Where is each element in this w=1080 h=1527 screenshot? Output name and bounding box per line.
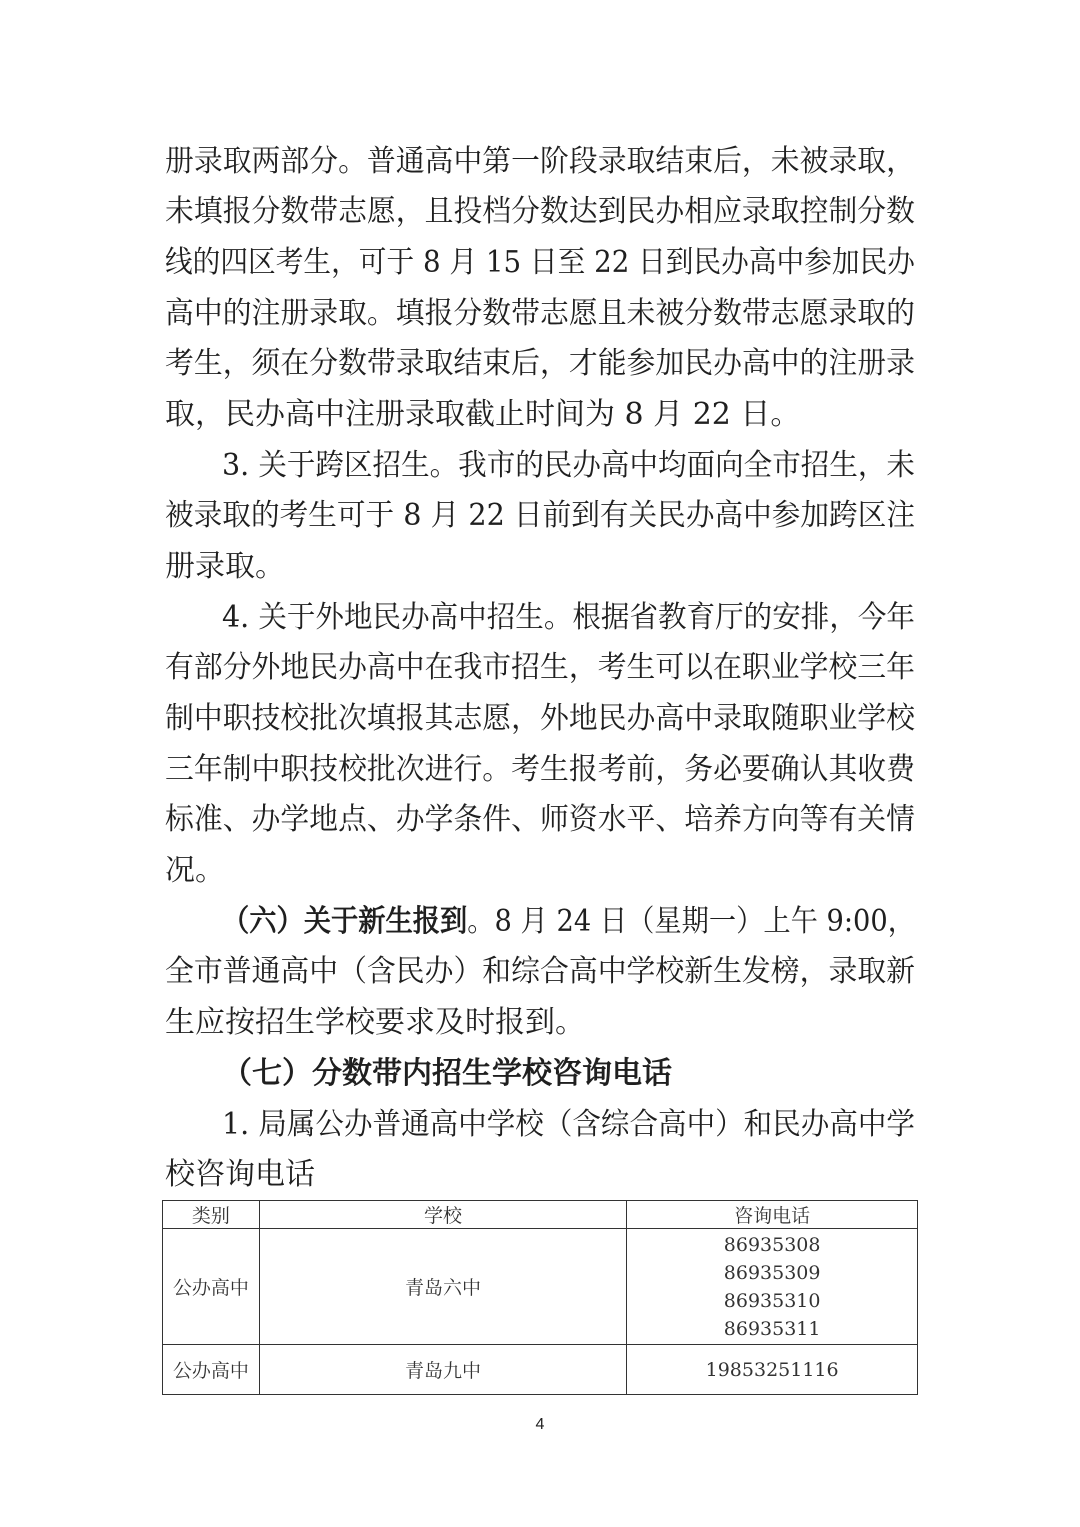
body-line: 取，民办高中注册录取截止时间为 8 月 22 日。 (165, 397, 801, 432)
body-line: 标准、办学地点、办学条件、师资水平、培养方向等有关情 (165, 802, 915, 837)
phone-number: 86935310 (723, 1289, 821, 1312)
header-school: 学校 (259, 1201, 626, 1229)
phone-cell (627, 1229, 918, 1345)
school-cell: 青岛九中 (259, 1345, 626, 1395)
body-line: 生应按招生学校要求及时报到。 (165, 1005, 585, 1040)
header-category: 类别 (163, 1201, 260, 1229)
section-seven-heading: （七）分数带内招生学校咨询电话 (222, 1056, 672, 1091)
phone-cell (627, 1345, 918, 1395)
body-line: 高中的注册录取。填报分数带志愿且未被分数带志愿录取的 (165, 296, 915, 331)
page-number: 4 (535, 1416, 545, 1433)
body-line: 册录取两部分。普通高中第一阶段录取结束后，未被录取， (165, 144, 915, 179)
body-line: 被录取的考生可于 8 月 22 日前到有关民办高中参加跨区注 (165, 498, 915, 533)
category-cell: 公办高中 (163, 1229, 260, 1345)
phone-number: 86935309 (723, 1261, 821, 1284)
body-line: 校咨询电话 (165, 1157, 315, 1192)
phone-number: 19853251116 (705, 1358, 839, 1381)
body-line: 全市普通高中（含民办）和综合高中学校新生发榜，录取新 (165, 954, 915, 989)
body-line: 1. 局属公办普通高中学校（含综合高中）和民办高中学 (222, 1107, 915, 1142)
body-line: 考生，须在分数带录取结束后，才能参加民办高中的注册录 (165, 346, 915, 381)
phone-table (162, 1200, 918, 1395)
body-line: 况。 (165, 853, 225, 888)
body-line: 三年制中职技校批次进行。考生报考前，务必要确认其收费 (165, 752, 915, 787)
body-line: 线的四区考生，可于 8 月 15 日至 22 日到民办高中参加民办 (165, 245, 915, 280)
section-six-text: 。8 月 24 日（星期一）上午 9:00， (467, 904, 915, 939)
phone-number: 86935308 (723, 1233, 821, 1256)
header-phone: 咨询电话 (627, 1201, 918, 1229)
school-cell: 青岛六中 (259, 1229, 626, 1345)
section-six-line (222, 902, 1080, 942)
body-line: 册录取。 (165, 549, 285, 584)
body-line: 3. 关于跨区招生。我市的民办高中均面向全市招生，未 (222, 448, 915, 483)
body-line: 有部分外地民办高中在我市招生，考生可以在职业学校三年 (165, 650, 915, 685)
phone-number: 86935311 (723, 1317, 821, 1340)
body-line: 4. 关于外地民办高中招生。根据省教育厅的安排，今年 (222, 600, 915, 635)
table-header-row (163, 1201, 918, 1229)
table-row (163, 1229, 918, 1345)
table-row (163, 1345, 918, 1395)
section-six-heading: （六）关于新生报到 (222, 904, 468, 939)
body-line: 制中职技校批次填报其志愿，外地民办高中录取随职业学校 (165, 701, 915, 736)
category-cell: 公办高中 (163, 1345, 260, 1395)
body-line: 未填报分数带志愿，且投档分数达到民办相应录取控制分数 (165, 194, 915, 229)
